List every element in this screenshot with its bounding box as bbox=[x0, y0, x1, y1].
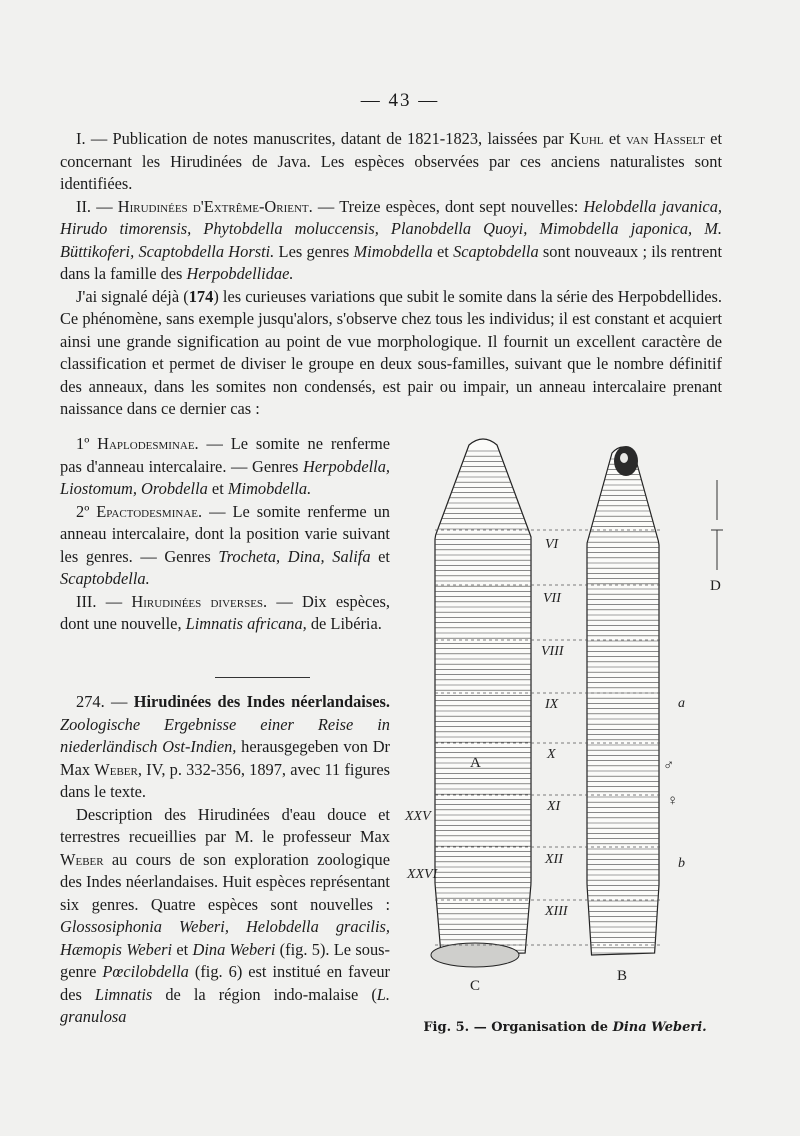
figure-dina-weberi bbox=[395, 435, 740, 1020]
entry-274-description: Description des Hirudinées d'eau douce et terrestres recueillies par M. le professeur Max Weber au cours de son exploration zoologique des Indes néerlandaises. Huit espèces représentant six genres. Quatre espèces sont nouvelles : Glossosiphonia Weberi, Helobdella gracilis, Hæmopis Weberi et Dina Weberi (fig. 5). Le sous-genre Pœcilobdella (fig. 6) est institué en faveur des Limnatis de la région indo-malaise (L. granulosa bbox=[60, 804, 391, 1026]
hirudinees-diverses-item: III. — Hirudinées diverses. — Dix espèces, dont une nouvelle, Limnatis africana, de Libéria. bbox=[60, 591, 391, 633]
paragraph-somite: J'ai signalé déjà (174) les curieuses variations que subit le somite dans la série des Herpobdellides. Ce phénomène, sans exemple jusqu'alors, s'observe chez tous les individus; il est constant et acquiert ainsi une grande signification au point de vue morphologique. Il fournit un excellent caractère de classification et permet de diviser le groupe en deux sous-familles, suivant que le nombre définitif des anneaux, dans les somites non condensés, est pair ou impair, un anneau intercalaire prenant naissance dans ce dernier cas : bbox=[60, 286, 723, 418]
female-symbol: ♀ bbox=[667, 793, 679, 809]
haplodesminae-item: 1º Haplodesminae. — Le somite ne renferme pas d'anneau intercalaire. — Genres Herpobdella, Liostomum, Orobdella et Mimobdella. bbox=[60, 434, 390, 498]
male-symbol: ♂ bbox=[663, 758, 675, 774]
somite-label-vii: VII bbox=[543, 591, 561, 606]
somite-label-xi: XI bbox=[547, 799, 561, 814]
label-xxv: XXV bbox=[405, 809, 431, 824]
label-c: C bbox=[470, 978, 481, 994]
figure-caption: Fig. 5. — Organisation de Dina Weberi. bbox=[423, 1020, 707, 1035]
label-a-small: a bbox=[678, 696, 685, 711]
left-column-entry bbox=[60, 691, 390, 1029]
somite-label-xii: XII bbox=[545, 852, 563, 867]
somite-label-ix: IX bbox=[545, 697, 559, 712]
label-b: B bbox=[617, 968, 628, 984]
somite-label-vi: VI bbox=[545, 537, 559, 552]
label-b-small: b bbox=[678, 856, 685, 871]
somite-label-viii: VIII bbox=[541, 644, 564, 659]
section-divider bbox=[215, 677, 310, 678]
left-column-top bbox=[60, 433, 390, 636]
somite-label-xiii: XIII bbox=[545, 904, 568, 919]
worm-b-drawing bbox=[587, 446, 659, 955]
page-number: — 43 — bbox=[360, 90, 440, 111]
label-d: D bbox=[710, 578, 721, 594]
label-a: A bbox=[470, 755, 481, 771]
label-xxvi: XXVI bbox=[407, 867, 438, 882]
epactodesminae-item: 2º Epactodesminae. — Le somite renferme un anneau intercalaire, dont la position varie suivant les genres. — Genres Trocheta, Dina, Salifa et Scaptobdella. bbox=[60, 501, 390, 588]
somite-label-x: X bbox=[547, 747, 556, 762]
paragraph-extreme-orient: II. — Hirudinées d'Extrême-Orient. — Treize espèces, dont sept nouvelles: Helobdella javanica, Hirudo timorensis, Phytobdella moluccensis, Planobdella Quoyi, Mimobdella japonica, M. Büttikoferi, Scaptobdella Horsti. Les genres Mimobdella et Scaptobdella sont nouveaux ; ils rentrent dans la famille des Herpobdellidae. bbox=[60, 196, 722, 283]
paragraph-publication: I. — Publication de notes manuscrites, datant de 1821-1823, laissées par Kuhl et van Hasselt et concernant les Hirudinées de Java. Les espèces observées par ces anciens naturalistes sont identifiées. bbox=[60, 129, 722, 193]
worm-a-drawing bbox=[431, 439, 531, 967]
entry-274: 274. — Hirudinées des Indes néerlandaises. Zoologische Ergebnisse einer Reise in niederländisch Ost-Indien, herausgegeben von Dr Max Weber, IV, p. 332-356, 1897, avec 11 figures dans le texte. bbox=[60, 692, 391, 801]
intro-block bbox=[60, 128, 722, 421]
